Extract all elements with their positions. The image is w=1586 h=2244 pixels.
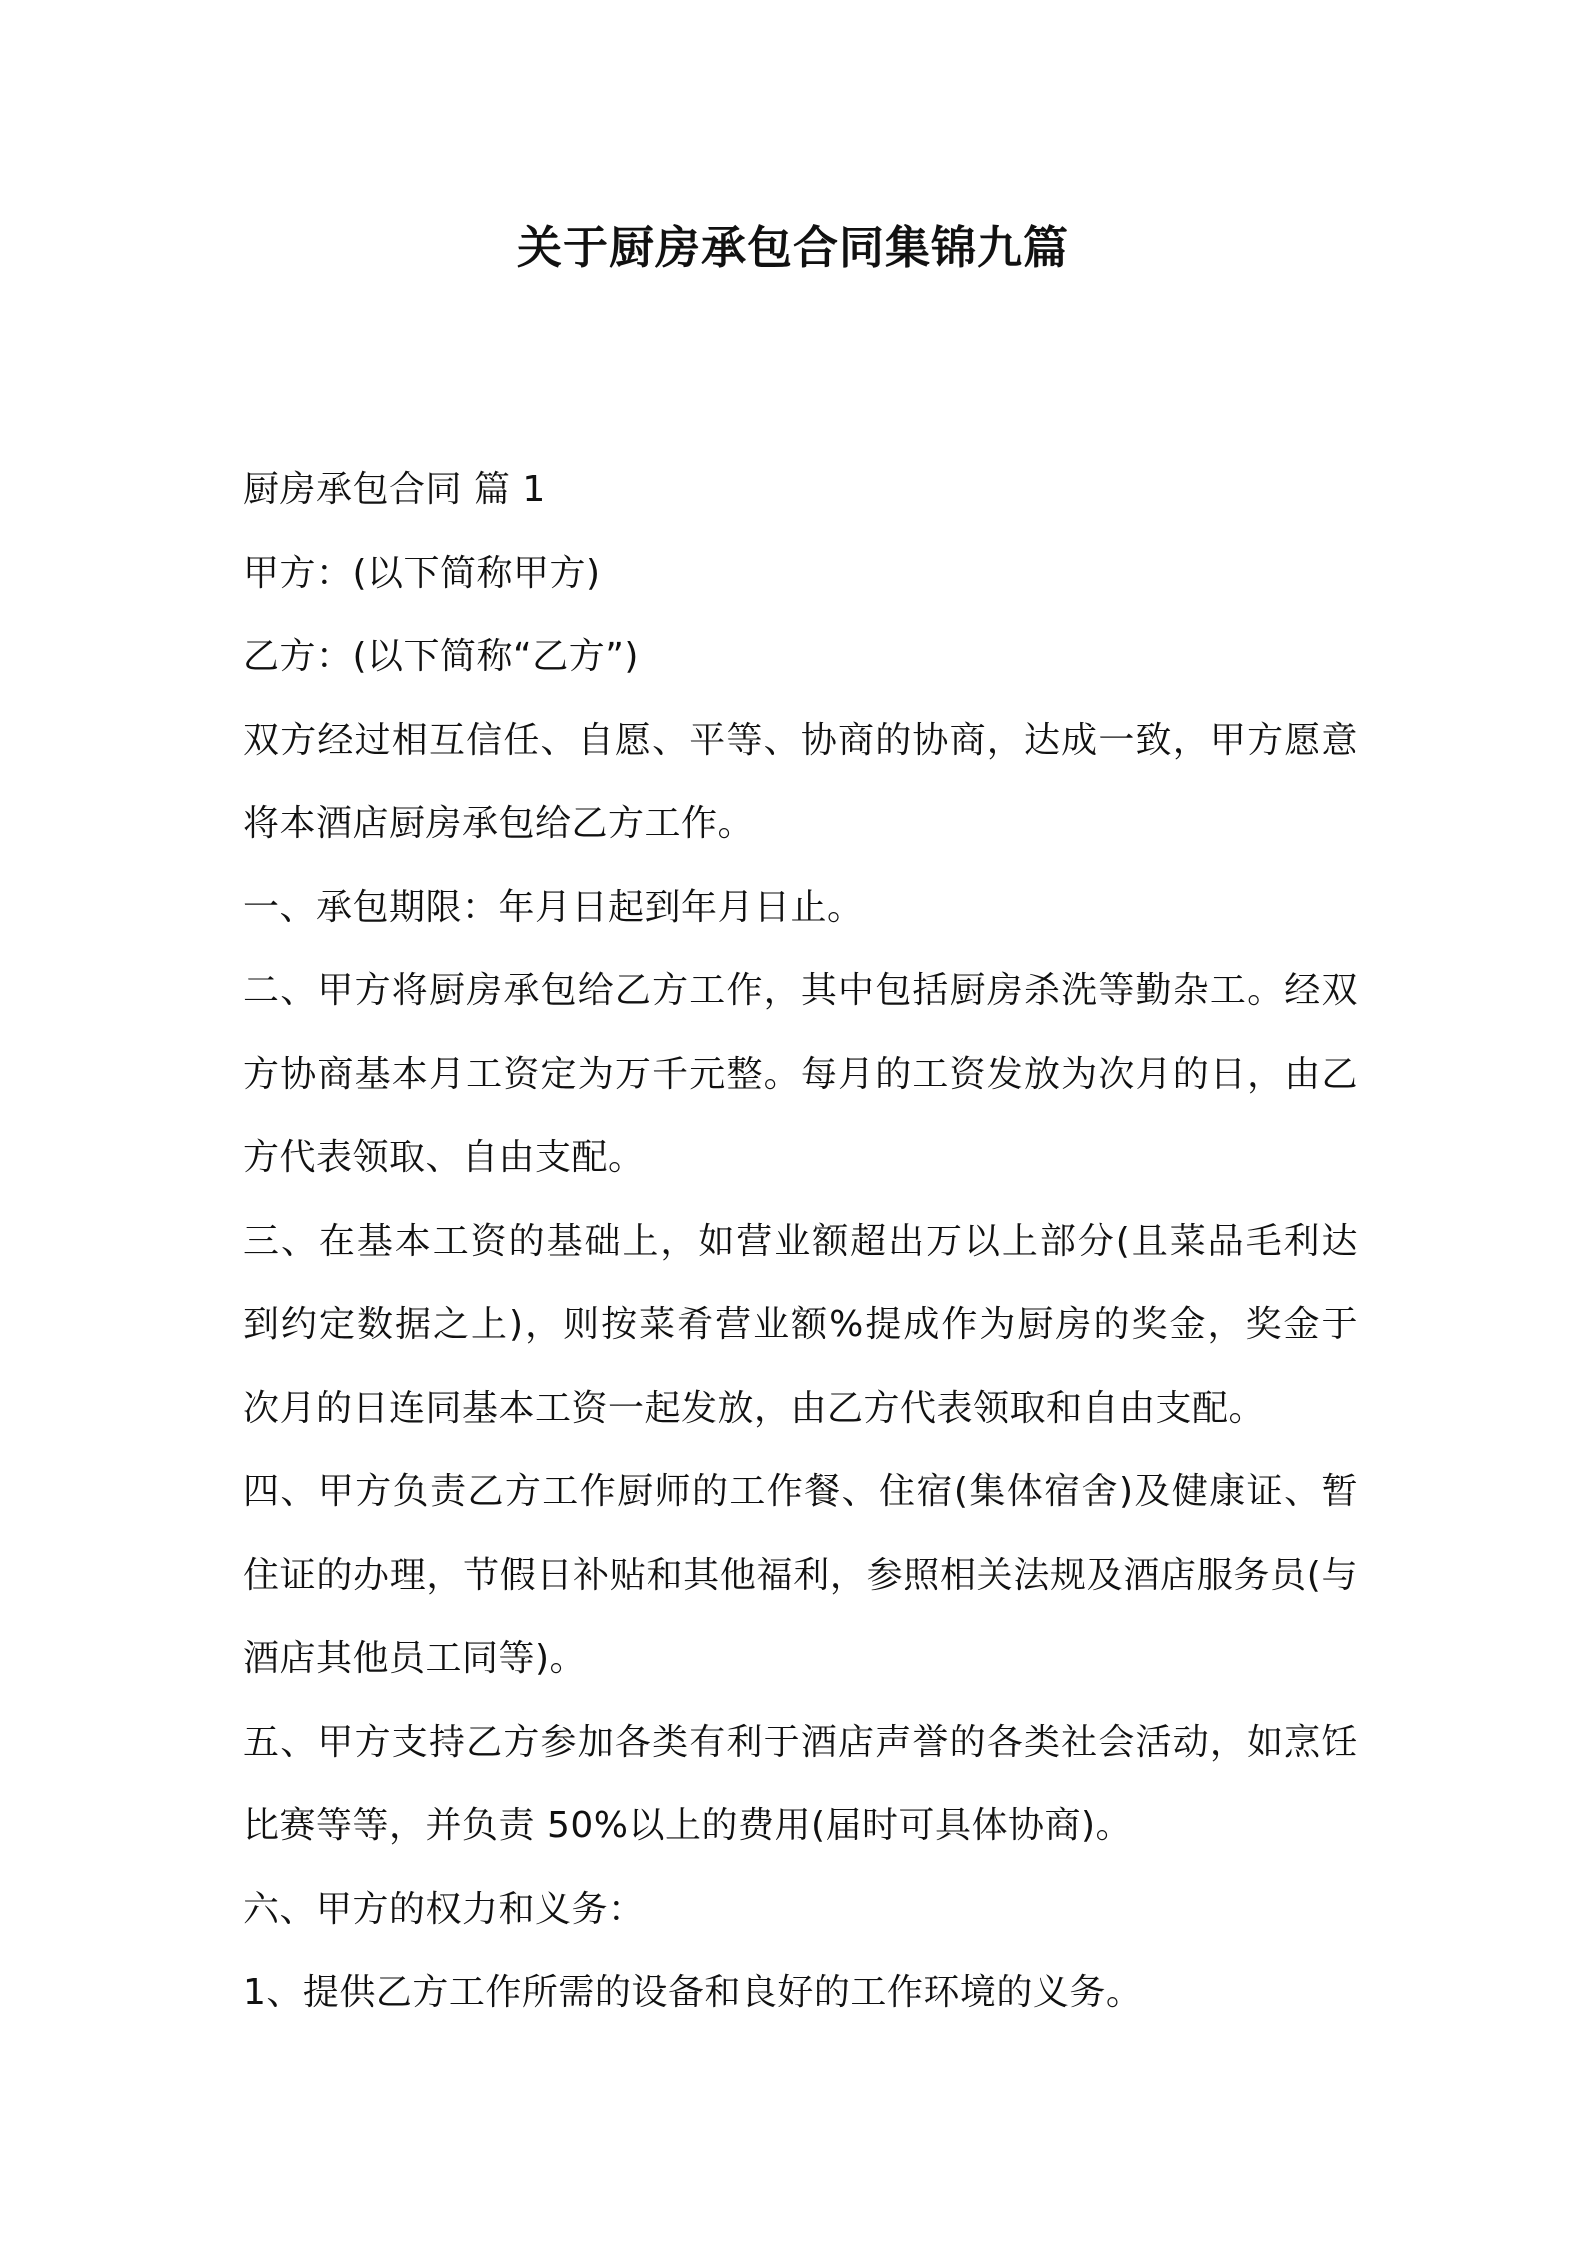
clause-5-line: 五、甲方支持乙方参加各类有利于酒店声誉的各类社会活动，如烹饪 [243, 1721, 1358, 1763]
clause-2-line: 方代表领取、自由支配。 [243, 1137, 645, 1178]
clause-4-line: 酒店其他员工同等)。 [243, 1638, 587, 1679]
clause-3-line: 次月的日连同基本工资一起发放，由乙方代表领取和自由支配。 [243, 1387, 1266, 1429]
clause-2-line: 方协商基本月工资定为万千元整。每月的工资发放为次月的日，由乙 [243, 1053, 1358, 1095]
section-heading: 厨房承包合同 篇 1 [243, 469, 546, 510]
party-a-line: 甲方：(以下简称甲方) [243, 552, 601, 594]
clause-3-line: 到约定数据之上)，则按菜肴营业额%提成作为厨房的奖金，奖金于 [243, 1304, 1358, 1345]
party-b-line: 乙方：(以下简称“乙方”) [243, 636, 639, 677]
clause-2-line: 二、甲方将厨房承包给乙方工作，其中包括厨房杀洗等勤杂工。经双 [243, 970, 1358, 1011]
document-title: 关于厨房承包合同集锦九篇 [516, 221, 1069, 274]
document-body [243, 448, 1358, 2035]
clause-3-line: 三、在基本工资的基础上，如营业额超出万以上部分(且菜品毛利达 [243, 1220, 1358, 1262]
paragraph-line: 双方经过相互信任、自愿、平等、协商的协商，达成一致，甲方愿意 [243, 719, 1358, 761]
clause-5-line: 比赛等等，并负责 50%以上的费用(届时可具体协商)。 [243, 1805, 1133, 1846]
clause-1-line: 一、承包期限：年月日起到年月日止。 [243, 886, 864, 928]
paragraph-line: 将本酒店厨房承包给乙方工作。 [243, 803, 755, 844]
clause-6-heading: 六、甲方的权力和义务： [243, 1888, 645, 1930]
clause-6-item-1: 1、提供乙方工作所需的设备和良好的工作环境的义务。 [243, 1972, 1143, 2013]
clause-4-line: 四、甲方负责乙方工作厨师的工作餐、住宿(集体宿舍)及健康证、暂 [243, 1471, 1358, 1512]
clause-4-line: 住证的办理，节假日补贴和其他福利，参照相关法规及酒店服务员(与 [243, 1554, 1358, 1596]
